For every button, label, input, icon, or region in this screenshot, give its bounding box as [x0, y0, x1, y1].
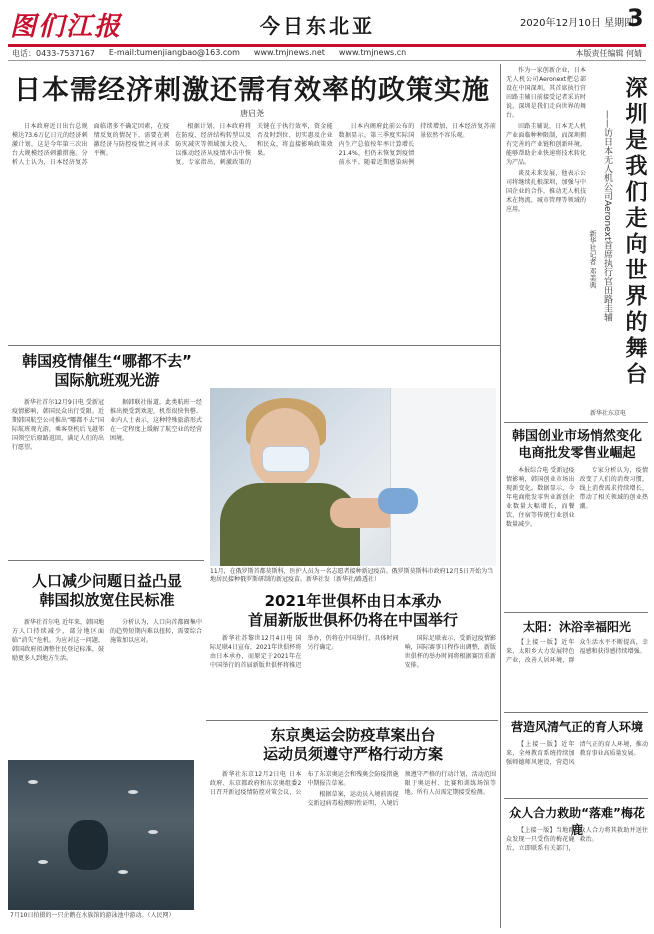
korea-ecommerce-title — [504, 428, 650, 462]
aquarium-photo — [8, 760, 194, 910]
korea-travel-body — [12, 398, 202, 538]
website: www.tmjnews.net — [253, 48, 325, 57]
fish — [148, 830, 158, 834]
population-title — [12, 572, 202, 610]
title-line: 首届新版世俱杯仍将在中国举行 — [247, 611, 458, 629]
photo-coat — [390, 388, 496, 566]
phone: 电话：0433-7537167 — [12, 49, 95, 58]
paragraph: 根据草案，运动员入境前需提交新冠病毒检测阴性证明，入境后须遵守严格的行动计划，活动范围限于奥运村、比赛和训练场馆等地。所有人员需定期接受检测。 — [307, 771, 496, 807]
newspaper-logo: 图们江报 — [10, 12, 123, 42]
paragraph: 本报综合电 受新冠疫情影响，韩国创业市场出现新变化。数据显示，今年电商批发零售业新创企业数量大幅增长，而餐饮、住宿等传统行业创业数量减少。 — [506, 467, 575, 528]
title-line: 国际航班观光游 — [54, 371, 160, 389]
paragraph: 新华社首尔12月9日电 受新冠疫情影响，韩国民众出行受限。近期韩国航空公司推出“哪都不去”国际航班观光游，乘客登机后飞越邻国领空后原路返回，满足人们的出行愿望。 — [12, 399, 104, 451]
masthead-rule — [8, 44, 646, 47]
paragraph: 专家分析认为，疫情改变了人们的消费习惯，线上消费需求持续增长，带动了相关领域的创业热潮。 — [579, 467, 648, 510]
section-title: 今日东北亚 — [260, 14, 375, 38]
title-line: 运动员须遵守严格行动方案 — [262, 745, 443, 763]
paragraph: 【上接一版】近年来，太阳乡大力发展特色产业，改善人居环境，群众生活水平不断提高，幸福感和获得感持续增强。 — [506, 639, 648, 664]
divider — [206, 720, 498, 721]
title-line: 人口减少问题日益凸显 — [31, 572, 182, 590]
fish — [38, 860, 48, 864]
paragraph: 国际足联表示，受新冠疫情影响，国际赛事日程作出调整，新版世俱杯的举办时间将根据赛历重新安排。 — [404, 635, 496, 669]
club-world-cup-title — [210, 592, 496, 630]
lead-paragraph: 日本政府近日出台总规模达73.6万亿日元的经济刺激计划，这是今年第三次出台大规模经济刺激措施。分析人士认为，日本经济复苏面临诸多不确定因素，在疫情反复的情况下，需要在刺激经济与防控疫情之间寻求平衡。 — [12, 123, 170, 166]
right-feature-title: 深圳是我们走向世界的舞台 — [622, 76, 647, 388]
paragraph: 谈及未来发展，他表示公司将继续扎根深圳，加强与中国企业的合作，推动无人机技术在物流、城市管理等领域的应用。 — [506, 170, 586, 213]
lead-paragraph: 日本内阁府此前公布的数据显示，第三季度实际国内生产总值按年率计算增长21.4%，但仍未恢复到疫情前水平。随着近期感染病例持续增加，日本经济复苏前景依然不容乐观。 — [338, 123, 496, 166]
education-title: 营造风清气正的育人环境 — [510, 720, 643, 734]
fish — [28, 780, 38, 784]
issue-date: 2020年12月10日 星期四 — [520, 18, 635, 29]
right-feature-subtitle: ——访日本无人机公司Aeronext首席执行官田路圭辅 — [602, 110, 612, 322]
divider — [8, 60, 646, 61]
paragraph: 新华社苏黎世12月4日电 国际足联4日宣布，2021年世俱杯将由日本承办，而原定于2021年在中国举行的首届新版世俱杯将推迟举办，仍将在中国举行，具体时间另行确定。 — [210, 635, 399, 669]
fish — [128, 790, 138, 794]
divider — [8, 560, 204, 561]
paragraph: 据韩联社报道，此类航班一经推出便受到欢迎，机票很快售罄。业内人士表示，这种特殊旅游形式在一定程度上缓解了航空业的经营困境。 — [110, 399, 202, 442]
korea-travel-title — [12, 352, 202, 390]
club-world-cup-body — [210, 634, 496, 718]
divider — [8, 345, 500, 346]
olympics-title — [210, 726, 496, 764]
korea-ecommerce-body — [506, 466, 648, 606]
lead-body — [12, 122, 496, 340]
right-feature-byline: 新华社记者 邓美典 — [589, 230, 597, 289]
divider — [504, 798, 648, 799]
email: E-mail:tumenjiangbao@163.com — [108, 48, 240, 57]
website-2: www.tmjnews.cn — [338, 48, 407, 57]
divider — [504, 612, 648, 613]
title-line: 2021年世俱杯由日本承办 — [264, 592, 442, 610]
vaccine-photo — [210, 388, 496, 566]
lead-paragraph: 根据计划，日本政府将在防疫、经济结构转型以及防灾减灾等领域加大投入，以推动经济从疫情冲击中恢复。专家指出，刺激政策的关键在于执行效率，资金能否及时到位、切实惠及企业和民众，将直接影响政策效果。 — [175, 123, 333, 166]
divider — [504, 422, 648, 423]
paragraph: 新华社首尔电 近年来，韩国地方人口持续减少，部分地区面临“消失”危机。为应对这一问题，韩国政府拟调整住民登记标准，鼓励更多人到地方生活。 — [12, 619, 104, 662]
lead-byline: 唐启尧 — [240, 109, 264, 118]
title-line: 电商批发零售业崛起 — [518, 446, 636, 461]
right-feature-body — [506, 66, 586, 416]
rescue-title: 众人合力救助“落难”梅花鹿 — [509, 806, 645, 837]
olympics-body — [210, 770, 496, 926]
rescue-body — [506, 826, 648, 926]
photo-glove — [378, 488, 418, 514]
paragraph: 分析认为，人口向首都圈集中的趋势短期内难以扭转，需要综合施策加以应对。 — [110, 619, 202, 644]
contact-line — [12, 48, 642, 59]
divider — [504, 712, 648, 713]
editor: 本版责任编辑 何婧 — [575, 49, 642, 58]
taiyang-body — [506, 638, 648, 708]
paragraph: 【上接一版】当地群众发现一只受伤的梅花鹿后，立即联系有关部门，众人合力将其救助并送往救治。 — [506, 827, 648, 852]
title-line: 韩国创业市场悄然变化 — [511, 429, 642, 444]
paragraph: 【上接一版】近年来，全州教育系统持续加强师德师风建设，营造风清气正的育人环境，推动教育事业高质量发展。 — [506, 741, 648, 766]
masthead — [0, 0, 654, 44]
paragraph: 田路圭辅说，日本无人机产业面临种种限制，而深圳拥有完善的产业链和创新环境，能够帮助企业快速将技术转化为产品。 — [506, 123, 586, 166]
paragraph: 作为一家创新企业，日本无人机公司Aeronext把总部设在中国深圳。其首席执行官田路圭辅日前接受记者采访时说，深圳是我们走向世界的舞台。 — [506, 67, 586, 119]
paragraph: 新华社东京12月2日电 日本政府、东京都政府和东京奥组委2日召开新冠疫情防控对策会议，公布了东京奥运会和残奥会防疫措施中期报告草案。 — [210, 771, 399, 796]
aquarium-caption: 7月10日拍摄的一只企鹅在水族馆的游泳池中游动。（人民网） — [10, 912, 175, 919]
right-feature-footer: 新华社东京电 — [590, 410, 627, 417]
taiyang-title: 太阳：沐浴幸福阳光 — [522, 620, 631, 634]
title-line: 韩国拟放宽住民标准 — [39, 591, 175, 609]
lead-headline: 日本需经济刺激还需有效率的政策实施 — [14, 75, 490, 106]
population-body — [12, 618, 202, 756]
column-divider — [500, 64, 501, 928]
page-number: 3 — [627, 4, 644, 32]
title-line: 韩国疫情催生“哪都不去” — [22, 352, 192, 370]
diver-figure — [68, 820, 108, 870]
education-body — [506, 740, 648, 794]
photo-mask — [262, 446, 310, 472]
title-line: 东京奥运会防疫草案出台 — [270, 726, 436, 744]
fish — [118, 870, 128, 874]
vaccine-caption: 11月，在俄罗斯首都莫斯科，医护人员为一名志愿者接种新冠疫苗。俄罗斯莫斯科市政府12月5日开始为当地居民接种俄罗斯研制的新冠疫苗。新华社发（新华社/路透社） — [210, 568, 494, 583]
